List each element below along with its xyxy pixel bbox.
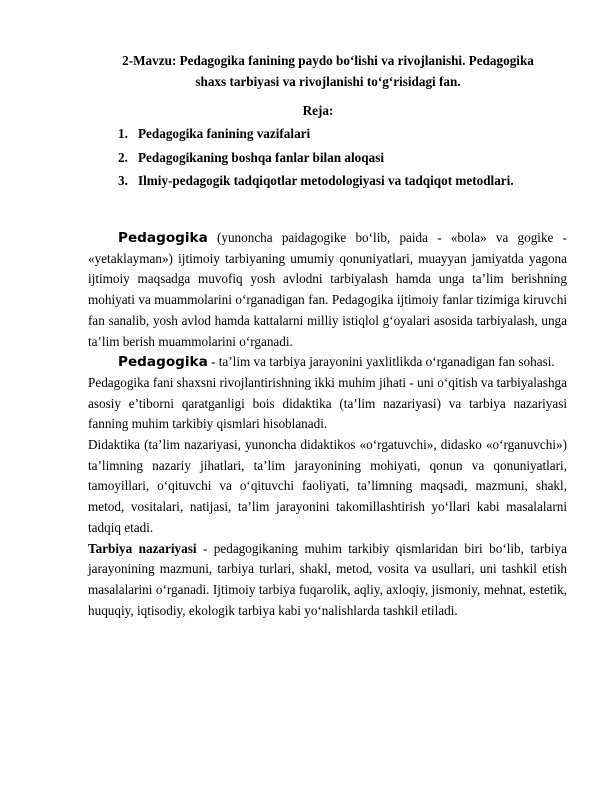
term-pedagogika: Pedagogika [118,354,208,371]
plan-item [118,171,514,195]
plan-item-text: Ilmiy-pedagogik tadqiqotlar metodologiyasi va tadqiqot metodlari. [138,173,514,188]
topic-title-line-2: shaxs tarbiyasi va rivojlanishi to‘g‘risidagi fan. [195,74,461,89]
paragraph-text: (yunoncha paidagogike bo‘lib, paida - «bola» va gogike - «yetaklayman») ijtimoiy tarbiyaning umumiy qonuniyatlari, muayyan jamiyatda yagona ijtimoiy maqsadga muvofiq yosh avlodni tarbiyalash hamda unga ta’lim berishning mohiyati va muammolarini o‘rganadigan fan. Pedagogika ijtimoiy fanlar tizimiga kiruvchi fan sanalib, yosh avlod hamda kattalarni milliy istiqlol g‘oyalari asosida tarbiyalash, unga ta’lim berish muammolarini o‘rganadi. [88,230,567,349]
paragraph-text: - pedagogikaning muhim tarkibiy qismlaridan biri bo‘lib, tarbiya jarayonining mazmuni, tarbiya turlari, shakl, metod, vosita va usullari, uni tashkil etish masalalarini o‘rganadi. Ijtimoiy tarbiya fuqarolik, aqliy, axloqiy, jismoniy, mehnat, estetik, huquqiy, iqtisodiy, ekologik tarbiya kabi yo‘nalishlarda tashkil etiladi. [88,540,567,618]
term-pedagogika: Pedagogika [118,230,208,246]
plan-list [118,124,514,195]
paragraph-tarbiya-nazariyasi [88,539,567,622]
paragraph-pedagogika-field [88,352,567,373]
paragraph-text: - ta’lim va tarbiya jarayonini yaxlitlikda o‘rganadigan fan sohasi. [207,354,555,370]
document-body [88,228,567,621]
plan-item-text: Pedagogika fanining vazifalari [138,126,311,141]
term-tarbiya-nazariyasi: Tarbiya nazariyasi [88,540,197,556]
plan-item-text: Pedagogikaning boshqa fanlar bilan aloqasi [138,149,385,165]
paragraph-didaktika: Didaktika (ta’lim nazariyasi, yunoncha didaktikos «o‘rgatuvchi», didasko «o‘rganuvchi») ta’limning nazariy jihatlari, ta’lim jarayonining mohiyati, qonun va qonuniyatlari, tamoyillari, o‘qituvchi va o‘qituvchi faoliyati, ta’limning maqsadi, mazmuni, shakl, metod, vositalari, natijasi, ta’lim jarayonini takomillashtirish yo‘llari kabi masalalarni tadqiq etadi. [88,437,567,535]
paragraph-pedagogika-definition [88,228,567,352]
plan-item-number: 3. [118,173,128,188]
plan-item [118,124,514,148]
paragraph-pedagogika-aspects: Pedagogika fani shaxsni rivojlantirishning ikki muhim jihati - uni o‘qitish va tarbiyalashga asosiy e’tiborni qaratganligi bois didaktika (ta’lim nazariyasi) va tarbiya nazariyasi fanning muhim tarkibiy qismlari hisoblanadi. [88,374,567,432]
topic-title [88,50,568,92]
plan-item-number: 1. [118,126,128,141]
topic-title-line-1: 2-Mavzu: Pedagogika fanining paydo bo‘lishi va rivojlanishi. Pedagogika [122,53,534,68]
plan-item [118,148,514,172]
plan-heading: Reja: [302,103,334,118]
plan-item-number: 2. [118,149,128,165]
